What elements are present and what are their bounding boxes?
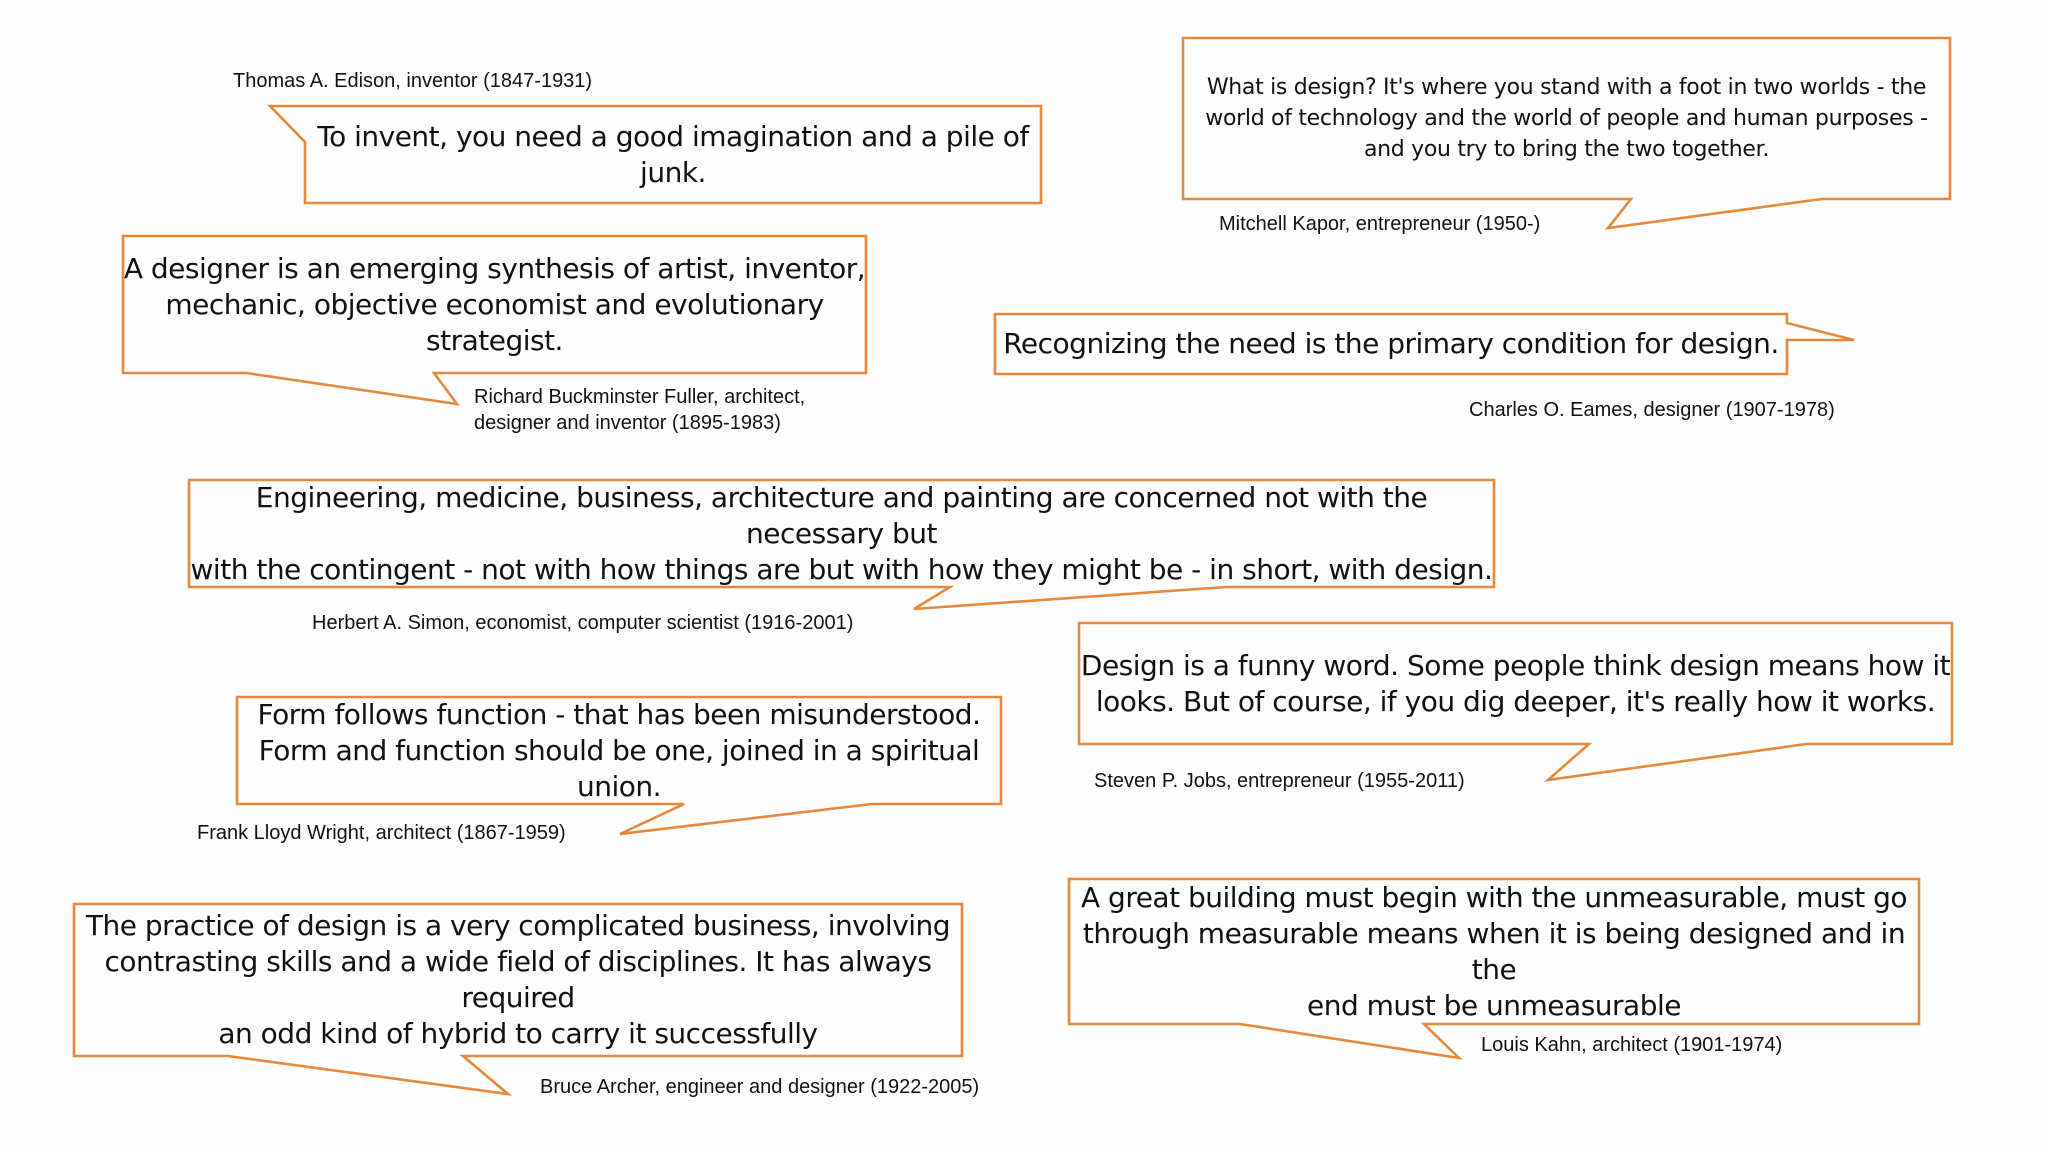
author-edison: Thomas A. Edison, inventor (1847-1931): [233, 70, 593, 92]
quote-eames: Recognizing the need is the primary condition for design.: [1003, 327, 1779, 360]
author-jobs: Steven P. Jobs, entrepreneur (1955-2011): [1094, 770, 1465, 792]
quote-fuller: A designer is an emerging synthesis of artist, inventor, mechanic, objective economist and evolutionary strategist.: [123, 251, 866, 357]
author-wright: Frank Lloyd Wright, architect (1867-1959): [197, 822, 566, 844]
author-archer: Bruce Archer, engineer and designer (1922-2005): [540, 1076, 980, 1098]
author-fuller: Richard Buckminster Fuller, architect, designer and inventor (1895-1983): [474, 386, 806, 434]
quote-archer: The practice of design is a very complicated business, involving contrasting skills and a wide field of disciplines. It has always required an odd kind of hybrid to carry it successfully: [85, 909, 951, 1050]
quote-simon: Engineering, medicine, business, architecture and painting are concerned not with the necessary but with the contingent - not with how things are but with how they might be - in short, with design.: [190, 480, 1493, 586]
author-eames: Charles O. Eames, designer (1907-1978): [1469, 399, 1835, 421]
quote-edison: To invent, you need a good imagination and a pile of junk.: [317, 119, 1029, 189]
quote-wright: Form follows function - that has been misunderstood. Form and function should be one, joined in a spiritual union.: [257, 697, 981, 803]
author-simon: Herbert A. Simon, economist, computer scientist (1916-2001): [312, 612, 854, 634]
quote-kapor: What is design? It's where you stand with a foot in two worlds - the world of technology and the world of people and human purposes - and you try to bring the two together.: [1205, 75, 1928, 162]
author-kapor: Mitchell Kapor, entrepreneur (1950-): [1219, 213, 1541, 235]
quote-jobs: Design is a funny word. Some people think design means how it looks. But of course, if you dig deeper, it's really how it works.: [1080, 648, 1951, 718]
author-kahn: Louis Kahn, architect (1901-1974): [1481, 1034, 1783, 1056]
quote-kahn: A great building must begin with the unmeasurable, must go through measurable means when it is being designed and in the end must be unmeasurable: [1080, 880, 1907, 1022]
